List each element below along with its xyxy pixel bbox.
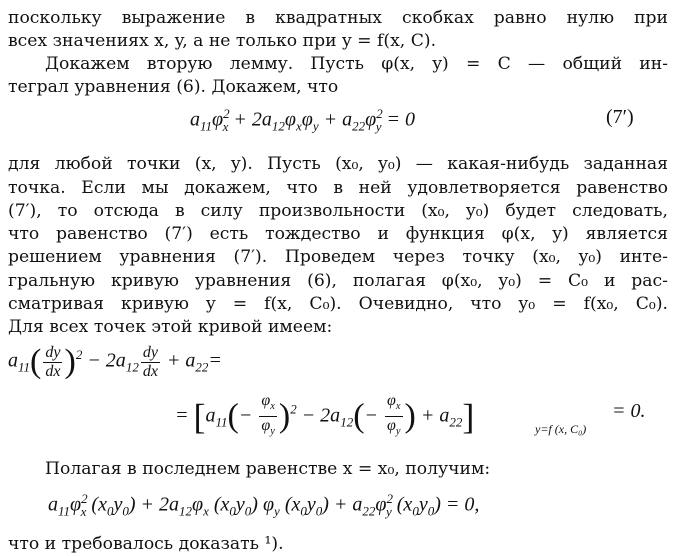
text-line-14: что и требовалось доказать ¹).: [8, 534, 284, 554]
text-line-13: Полагая в последнем равенстве x = x₀, получим:: [45, 459, 491, 479]
equation-equals-zero: = 0.: [612, 400, 646, 422]
text-line-10: гральную кривую уравнения (6), полагая φ(x₀, y₀) = C₀ и рас-: [8, 271, 668, 291]
text-line-3: Докажем вторую лемму. Пусть φ(x, y) = C — общий ин-: [45, 54, 668, 74]
text-line-2: всех значениях x, y, а не только при y = f(x, C).: [8, 31, 437, 51]
text-line-1: поскольку выражение в квадратных скобках равно нулю при: [8, 8, 668, 28]
text-line-4: теграл уравнения (6). Докажем, что: [8, 77, 339, 97]
text-line-12: Для всех точек этой кривой имеем:: [8, 317, 333, 337]
text-line-9: решением уравнения (7′). Проведем через точку (x₀, y₀) инте-: [8, 247, 668, 267]
text-line-7: (7′), то отсюда в силу произвольности (x₀, y₀) будет следовать,: [8, 201, 668, 221]
equation-final: $a_{11}\varphi^2_x$ $(x_0y_0) + 2a_{12}\varphi_x$ $(x_0y_0)$ $\varphi_y$ $(x_0y_0) + a_{22}\varphi^2_y$ $(x_0y_0) = 0$,: [48, 491, 480, 519]
equation-subscript-condition: y=f (x, C₀): [535, 422, 587, 436]
text-line-6: точка. Если мы докажем, что в ней удовлетворяется равенство: [8, 178, 668, 198]
equation-display-line-2: = [$a_{11}(-$ $\frac{\varphi_x}{\varphi_y}$ )$^2 - 2a_{12}(-$ $\frac{\varphi_x}{\varphi_y}$ ) + $a_{22}$]: [175, 392, 475, 438]
equation-number: (7′): [606, 106, 634, 128]
text-line-11: сматривая кривую y = f(x, C₀). Очевидно, что y₀ = f(x₀, C₀).: [8, 294, 668, 314]
equation-7-prime: $a_{11}\varphi^2_x + 2a_{12}\varphi_x\varphi_y + a_{22}\varphi^2_y = 0$: [190, 106, 415, 134]
text-line-8: что равенство (7′) есть тождество и функция φ(x, y) является: [8, 224, 668, 244]
text-line-5: для любой точки (x, y). Пусть (x₀, y₀) — какая-нибудь заданная: [8, 154, 668, 174]
equation-display-line-1: $a_{11}$( $\frac{dy}{dx}$ )$^2 - 2a_{12}$ $\frac{dy}{dx}$ + $a_{22}=$: [8, 343, 222, 380]
